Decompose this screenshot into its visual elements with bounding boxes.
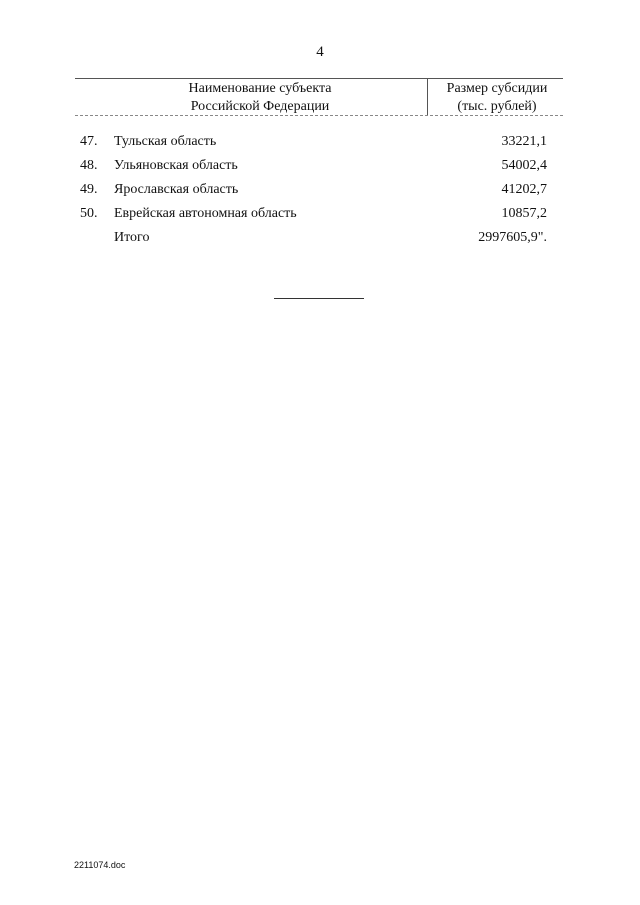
table-row xyxy=(0,180,640,204)
table-row xyxy=(0,132,640,156)
row-number: 49. xyxy=(80,182,98,197)
row-name: Ульяновская область xyxy=(114,158,238,173)
row-name: Тульская область xyxy=(114,134,217,149)
header-name-line1: Наименование субъекта xyxy=(188,81,332,96)
row-number: 48. xyxy=(80,158,98,173)
document-id: 2211074.doc xyxy=(74,860,126,870)
header-name-line2: Российской Федерации xyxy=(190,99,330,114)
table-header-rule xyxy=(75,115,563,116)
row-name: Ярославская область xyxy=(114,182,239,197)
row-value: 10857,2 xyxy=(501,206,547,221)
row-value: 54002,4 xyxy=(501,158,547,173)
table-top-rule xyxy=(75,78,563,79)
table-column-divider xyxy=(427,79,428,116)
table-row xyxy=(0,204,640,228)
closing-line xyxy=(274,298,364,299)
row-value: 41202,7 xyxy=(501,182,547,197)
table-total-row xyxy=(0,228,640,252)
header-amount-column xyxy=(432,80,562,116)
total-label: Итого xyxy=(114,230,150,245)
header-name-column xyxy=(110,80,410,116)
row-name: Еврейская автономная область xyxy=(114,206,297,221)
row-number: 50. xyxy=(80,206,98,221)
row-value: 33221,1 xyxy=(501,134,547,149)
row-number: 47. xyxy=(80,134,98,149)
header-amount-line1: Размер субсидии xyxy=(446,81,548,96)
table-row xyxy=(0,156,640,180)
header-amount-line2: (тыс. рублей) xyxy=(457,99,537,114)
page-number: 4 xyxy=(316,44,324,60)
table-body xyxy=(0,132,640,252)
total-value: 2997605,9". xyxy=(478,230,547,245)
